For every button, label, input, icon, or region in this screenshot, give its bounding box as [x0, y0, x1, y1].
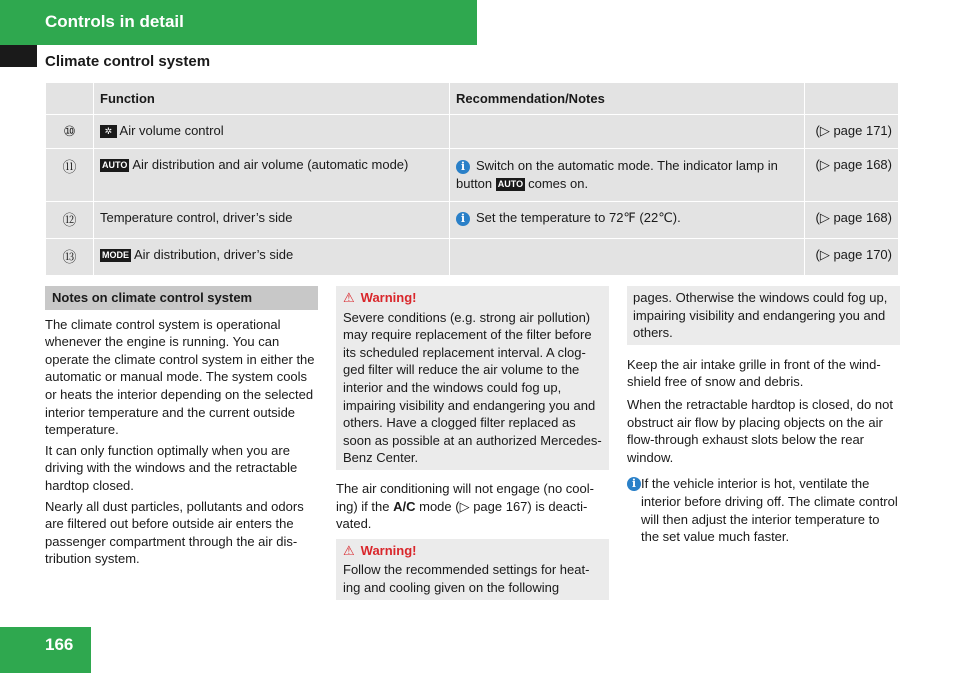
table-header-page	[805, 83, 899, 115]
notes-heading: Notes on climate control system	[45, 286, 318, 310]
paragraph	[336, 480, 609, 533]
warning-text: Follow the recommended settings for heating and cooling given on the following	[343, 562, 590, 595]
auto-button-icon: AUTO	[497, 179, 524, 189]
row-function	[94, 115, 450, 149]
ac-label: A/C	[393, 498, 416, 514]
info-icon: i	[456, 160, 470, 174]
row-note-text: Set the temperature to 72℉ (22℃).	[476, 210, 681, 225]
row-function-label: Air distribution and air volume (automatic mode)	[132, 157, 409, 172]
info-paragraph	[627, 475, 900, 545]
warning-title	[343, 542, 602, 560]
fan-icon: ✲	[102, 126, 115, 136]
table-row	[46, 115, 899, 149]
row-number: ⑬	[46, 239, 94, 276]
mode-button-icon: MODE	[102, 250, 129, 260]
paragraph: Keep the air intake grille in front of the windshield free of snow and debris.	[627, 356, 881, 390]
warning-title	[343, 289, 602, 307]
table-row	[46, 202, 899, 239]
side-tab-marker	[0, 45, 37, 67]
row-function	[94, 239, 450, 276]
warning-text: Severe conditions (e.g. strong air pollution) may require replacement of the filter before its scheduled replacement interval. A clogged filter will reduce the air volume to the interior and the windows could fog up, impairing visibility and endangering you and others. Have a clogged filter replaced as soon as possible at an authorized Mercedes-Benz Center.	[343, 309, 602, 466]
warning-triangle-icon: ⚠	[343, 290, 355, 305]
table-header-num	[46, 83, 94, 115]
warning-title-text: Warning!	[360, 542, 417, 558]
warning-box-continued	[627, 286, 900, 345]
page-number: 166	[45, 635, 74, 654]
section-title: Climate control system	[45, 53, 211, 70]
paragraph: When the retractable hardtop is closed, do not obstruct air flow by placing objects on the air flow-through exhaust slots below the rear window.	[627, 396, 893, 465]
info-text: If the vehicle interior is hot, ventilate the interior before driving off. The climate control will then adjust the interior temperature to the set value much faster.	[641, 476, 898, 545]
table-header-notes: Recommendation/Notes	[450, 83, 805, 115]
table-row	[46, 239, 899, 276]
paragraph: It can only function optimally when you are driving with the windows and the retractable hardtop closed.	[45, 442, 298, 493]
column-3	[627, 286, 900, 549]
table-header-function: Function	[94, 83, 450, 115]
row-function-label: Air distribution, driver’s side	[134, 247, 294, 262]
row-note	[450, 239, 805, 276]
row-number: ⑪	[46, 149, 94, 202]
warning-box	[336, 286, 609, 470]
warning-text: pages. Otherwise the windows could fog up, impairing visibility and endangering you and others.	[633, 290, 888, 341]
table-header-row	[46, 83, 899, 115]
table-row	[46, 149, 899, 202]
row-note	[450, 149, 805, 202]
info-icon: i	[627, 477, 641, 491]
row-number: ⑫	[46, 202, 94, 239]
row-number: ⑩	[46, 115, 94, 149]
auto-button-icon: AUTO	[102, 160, 128, 170]
controls-table	[45, 82, 899, 276]
row-function-label: Temperature control, driver’s side	[100, 210, 293, 225]
row-note	[450, 202, 805, 239]
row-function	[94, 149, 450, 202]
row-function-label: Air volume control	[119, 123, 224, 138]
row-page-ref: (▷ page 168)	[805, 149, 899, 202]
paragraph-text-b: mode (▷ page 167) is deactivated.	[336, 498, 588, 532]
row-page-ref: (▷ page 168)	[805, 202, 899, 239]
info-icon: i	[456, 212, 470, 226]
row-note	[450, 115, 805, 149]
paragraph: Nearly all dust particles, pollutants and odors are filtered out before outside air enters the passenger compartment through the air distribution system.	[45, 498, 304, 567]
row-note-text-a: Switch on the automatic mode. The indicator lamp in button	[456, 158, 778, 191]
column-1	[45, 286, 318, 571]
row-function	[94, 202, 450, 239]
column-2	[336, 286, 609, 600]
page-number-bar	[0, 627, 91, 673]
chapter-header	[0, 0, 477, 45]
paragraph: The climate control system is operational whenever the engine is running. You can operate the climate control system in either the automatic or manual mode. The system cools or heats the interior depending on the selected interior temperature and the current outside temperature.	[45, 316, 315, 438]
warning-title-text: Warning!	[360, 290, 417, 305]
row-note-text-b: comes on.	[528, 176, 589, 191]
warning-triangle-icon: ⚠	[343, 542, 355, 558]
paragraph-text-a: The air conditioning will not engage (no cooling) if the	[336, 480, 595, 514]
chapter-title: Controls in detail	[45, 12, 184, 31]
row-page-ref: (▷ page 171)	[805, 115, 899, 149]
row-page-ref: (▷ page 170)	[805, 239, 899, 276]
warning-box	[336, 539, 609, 600]
